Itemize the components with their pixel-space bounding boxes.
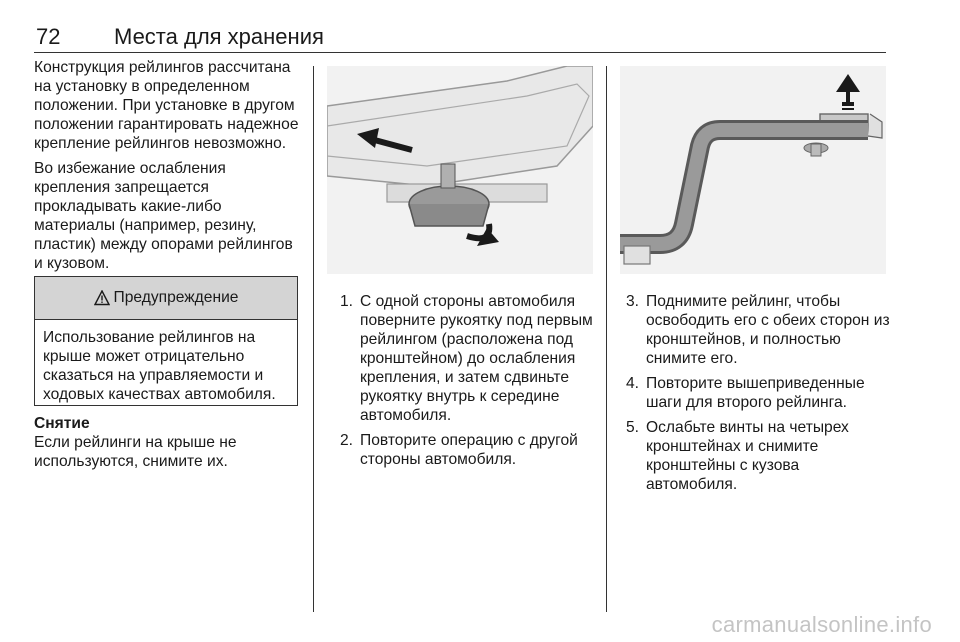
rotate-arrow-icon xyxy=(467,224,499,246)
column-2-text xyxy=(340,292,596,475)
page-number: 72 xyxy=(36,24,61,49)
page-header xyxy=(34,22,886,53)
warning-text: Использование рейлингов на крыше может отрицательно сказаться на управляемости и ходовых качествах автомобиля. xyxy=(43,329,276,403)
steps-list-2 xyxy=(626,292,890,494)
arrow-up-icon xyxy=(836,74,860,110)
column-1 xyxy=(34,58,300,279)
section-title: Места для хранения xyxy=(114,24,324,49)
step-item xyxy=(626,418,890,494)
step-text: С одной стороны автомобиля поверните рукоятку под первым рейлингом (расположена под кронштейном) до ослабления крепления, и затем сдвиньте рукоятку внутрь к середине автомобиля. xyxy=(360,293,593,424)
step-text: Ослабьте винты на четырех кронштейнах и снимите кронштейны с кузова автомобиля. xyxy=(646,419,849,493)
step-item xyxy=(626,374,890,412)
step-item xyxy=(340,292,596,425)
column-divider-2 xyxy=(606,66,607,612)
step-number: 1. xyxy=(340,293,354,310)
step-number: 3. xyxy=(626,293,640,310)
column-divider-1 xyxy=(313,66,314,612)
warning-box xyxy=(34,276,298,406)
warning-triangle-icon xyxy=(94,290,110,306)
removal-paragraph: Если рейлинги на крыше не используются, снимите их. xyxy=(34,434,237,470)
step-item xyxy=(626,292,890,368)
step-text: Повторите вышеприведенные шаги для второго рейлинга. xyxy=(646,375,865,411)
warning-paragraph: Во избежание ослабления крепления запрещается прокладывать какие-либо материалы (например, резину, пластик) между опорами рейлингов и кузовом. xyxy=(34,160,293,272)
illustration-rail xyxy=(620,66,886,274)
step-text: Повторите операцию с другой стороны автомобиля. xyxy=(360,432,578,468)
intro-paragraph: Конструкция рейлингов рассчитана на установку в определенном положении. При установке в другом положении гарантировать надежное крепление рейлингов невозможно. xyxy=(34,59,299,152)
step-number: 4. xyxy=(626,375,640,392)
watermark: carmanualsonline.info xyxy=(711,612,932,637)
illustration-knob xyxy=(327,66,593,274)
warning-title: Предупреждение xyxy=(113,289,239,306)
rail-illustration xyxy=(620,66,886,274)
steps-list-1 xyxy=(340,292,596,469)
step-item xyxy=(340,431,596,469)
step-number: 2. xyxy=(340,432,354,449)
step-number: 5. xyxy=(626,419,640,436)
knob-illustration xyxy=(327,66,593,274)
removal-section xyxy=(34,414,300,477)
removal-subheading: Снятие xyxy=(34,415,90,432)
warning-header xyxy=(35,277,297,320)
step-text: Поднимите рейлинг, чтобы освободить его с обеих сторон из кронштейнов, и полностью снимите его. xyxy=(646,293,890,367)
column-3-text xyxy=(626,292,890,500)
